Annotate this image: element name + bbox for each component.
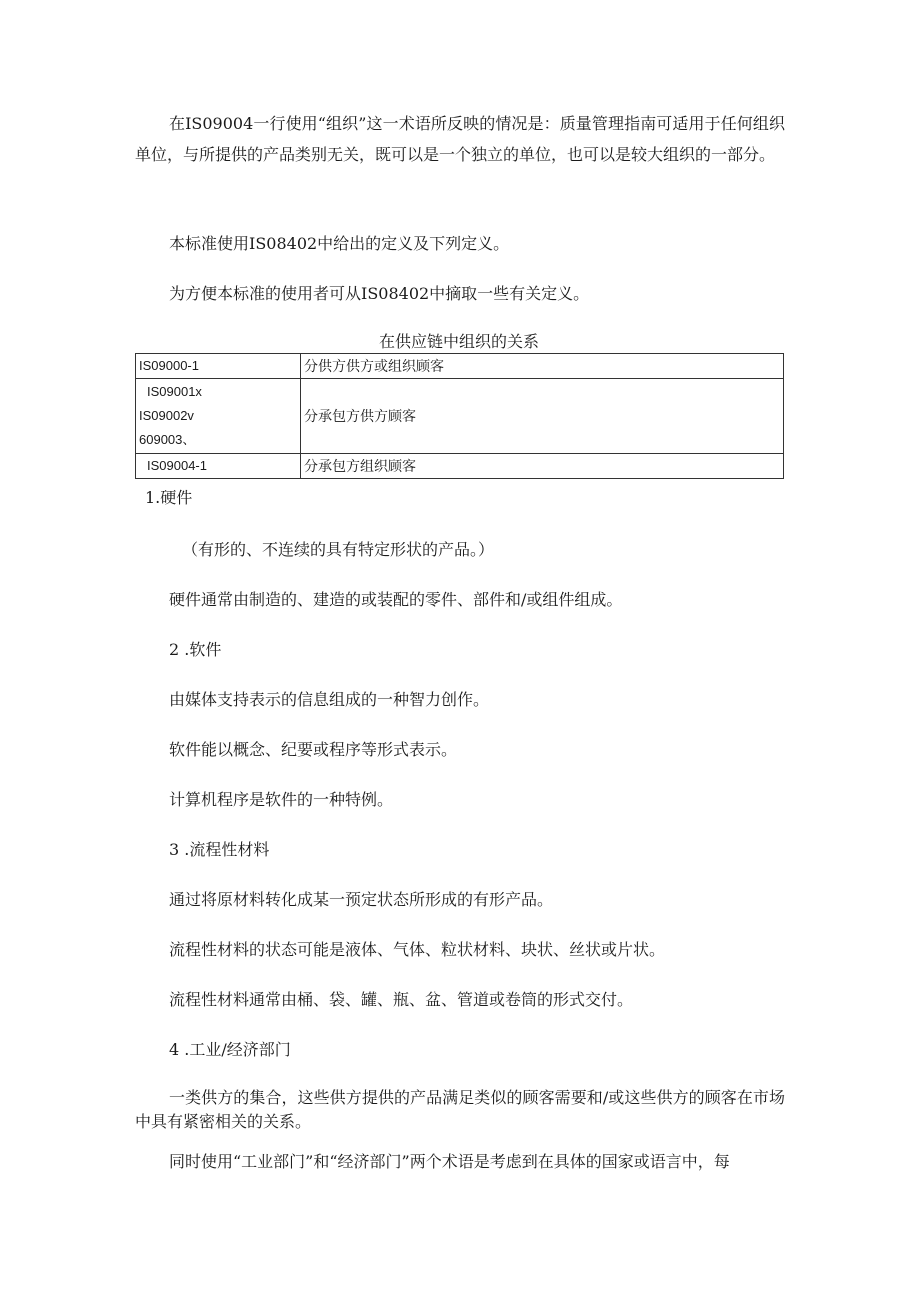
industry-sector-note: 同时使用“工业部门”和“经济部门”两个术语是考虑到在具体的国家或语言中，每	[169, 1152, 730, 1171]
processed-materials-definition: 通过将原材料转化成某一预定状态所形成的有形产品。	[169, 890, 554, 909]
table-cell-relation: 分承包方组织顾客	[301, 454, 784, 479]
software-note-1: 软件能以概念、纪要或程序等形式表示。	[169, 740, 458, 759]
processed-materials-note-2: 流程性材料通常由桶、袋、罐、瓶、盆、管道或卷筒的形式交付。	[169, 990, 634, 1009]
standard-code: IS09001x	[147, 384, 202, 399]
section-heading-industry-sector: 4 .工业/经济部门	[169, 1040, 291, 1059]
section-heading-software: 2 .软件	[169, 640, 222, 659]
table-cell-relation: 分承包方供方顾客	[301, 379, 784, 454]
standard-code: 609003、	[139, 432, 196, 447]
software-note-2: 计算机程序是软件的一种特例。	[169, 790, 394, 809]
industry-sector-definition: 一类供方的集合，这些供方提供的产品满足类似的顾客需要和/或这些供方的顾客在市场中具有紧密相关的关系。	[135, 1088, 785, 1131]
table-row	[136, 454, 784, 479]
table-cell-relation: 分供方供方或组织顾客	[301, 354, 784, 379]
processed-materials-note-1: 流程性材料的状态可能是液体、气体、粒状材料、块状、丝状或片状。	[169, 940, 666, 959]
table-cell-standard	[136, 354, 301, 379]
section-heading-processed-materials: 3 .流程性材料	[169, 840, 270, 859]
table-cell-standard	[136, 454, 301, 479]
excerpt-paragraph: 为方便本标准的使用者可从IS08402中摘取一些有关定义。	[169, 284, 590, 303]
table-caption: 在供应链中组织的关系	[378, 332, 539, 351]
intro-paragraph: 在IS09004一行使用“组织”这一术语所反映的情况是：质量管理指南可适用于任何组织单位，与所提供的产品类别无关，既可以是一个独立的单位，也可以是较大组织的一部分。	[135, 114, 785, 164]
table-row	[136, 354, 784, 379]
table-row	[136, 379, 784, 454]
table-cell-standard	[136, 379, 301, 454]
standard-code: IS09004-1	[147, 458, 207, 473]
hardware-note: 硬件通常由制造的、建造的或装配的零件、部件和/或组件组成。	[169, 590, 623, 609]
definition-paragraph: 本标准使用IS08402中给出的定义及下列定义。	[169, 234, 510, 253]
section-heading-hardware: 1.硬件	[145, 488, 193, 507]
software-definition: 由媒体支持表示的信息组成的一种智力创作。	[169, 690, 490, 709]
supply-chain-table	[135, 353, 784, 479]
hardware-definition: （有形的、不连续的具有特定形状的产品。）	[182, 540, 495, 559]
standard-code: IS09000-1	[139, 358, 199, 373]
standard-code: IS09002v	[139, 408, 194, 423]
